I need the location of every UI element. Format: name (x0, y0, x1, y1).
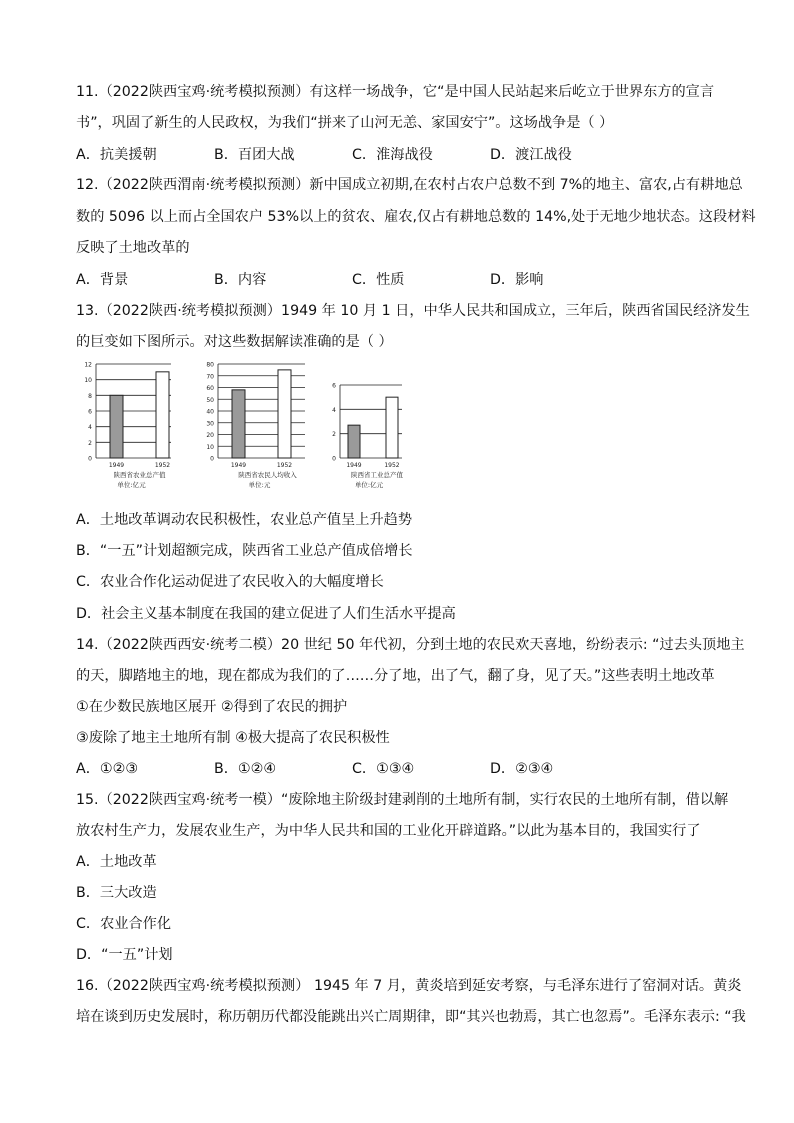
q13-option-d: D．社会主义基本制度在我国的建立促进了人们生活水平提高 (76, 606, 456, 622)
y-tick-label: 50 (206, 396, 214, 404)
chart-title: 陕西省农民人均收入 (238, 471, 297, 479)
q13-option-b: B．“一五”计划超额完成，陕西省工业总产值成倍增长 (76, 543, 413, 559)
q11-option-b: B．百团大战 (214, 147, 295, 163)
y-tick-label: 30 (206, 420, 214, 428)
bar-1952 (386, 397, 398, 458)
bar-1949 (232, 390, 245, 458)
q13-option-c: C．农业合作化运动促进了农民收入的大幅度增长 (76, 574, 384, 590)
y-tick-label: 8 (88, 392, 92, 400)
bar-1952 (278, 370, 291, 458)
y-tick-label: 4 (332, 406, 336, 414)
q14-stem-line1: 14.（2022陕西西安·统考二模）20 世纪 50 年代初，分到土地的农民欢天喜地，纷纷表示: “过去头顶地主 (76, 637, 745, 653)
q14-statements-3-4: ③废除了地主土地所有制 ④极大提高了农民积极性 (76, 730, 390, 746)
y-tick-label: 80 (206, 361, 214, 369)
q12-option-d: D．影响 (490, 272, 544, 288)
chart-title: 陕西省工业总产值 (351, 471, 403, 479)
q14-option-b: B．①②④ (214, 761, 277, 777)
chart-unit-label: 单位:亿元 (354, 481, 384, 489)
q11-stem-line2: 书”，巩固了新生的人民政权，为我们“拼来了山河无恙、家国安宁”。这场战争是（ ） (76, 115, 614, 131)
q13-stem-line2: 的巨变如下图所示。对这些数据解读准确的是（ ） (76, 334, 393, 350)
q15-stem-line2: 放农村生产力，发展农业生产，为中华人民共和国的工业化开辟道路。”以此为基本目的，我国实行了 (76, 823, 701, 839)
y-tick-label: 2 (332, 431, 336, 439)
q15-option-c: C．农业合作化 (76, 916, 172, 932)
y-tick-label: 10 (206, 443, 214, 451)
farmer-income-chart (198, 358, 318, 500)
x-tick-label: 1949 (230, 462, 247, 469)
y-tick-label: 4 (88, 424, 92, 432)
y-tick-label: 6 (88, 408, 92, 416)
x-tick-label: 1952 (384, 462, 400, 469)
x-tick-label: 1952 (276, 462, 293, 469)
q14-statements-1-2: ①在少数民族地区展开 ②得到了农民的拥护 (76, 699, 348, 715)
y-tick-label: 60 (206, 385, 214, 392)
q12-stem-line2: 数的 5096 以上而占全国农户 53%以上的贫农、雇农,仅占有耕地总数的 14%,处于无地少地状态。这段材料 (76, 209, 756, 225)
x-tick-label: 1952 (154, 462, 171, 469)
q16-stem-line1: 16.（2022陕西宝鸡·统考模拟预测） 1945 年 7 月，黄炎培到延安考察，与毛泽东进行了窑洞对话。黄炎 (76, 978, 742, 994)
q12-stem-line1: 12.（2022陕西渭南·统考模拟预测）新中国成立初期,在农村占农户总数不到 7%的地主、富农,占有耕地总 (76, 177, 743, 193)
bar-1949 (348, 425, 360, 458)
q14-option-c: C．①③④ (352, 761, 415, 777)
x-tick-label: 1949 (108, 462, 125, 469)
y-tick-label: 20 (206, 432, 214, 439)
q11-stem-line1: 11.（2022陕西宝鸡·统考模拟预测）有这样一场战争，它“是中国人民站起来后屹立于世界东方的宣言 (76, 84, 715, 100)
q12-option-a: A．背景 (76, 272, 129, 288)
q14-option-d: D．②③④ (490, 761, 554, 777)
q12-option-b: B．内容 (214, 272, 267, 288)
chart-unit-label: 单位:元 (248, 481, 271, 489)
y-tick-label: 0 (88, 455, 92, 463)
q11-option-a: A．抗美援朝 (76, 147, 157, 163)
q11-option-d: D．渡江战役 (490, 147, 572, 163)
farmer-income-chart-svg (198, 358, 318, 500)
chart-title: 陕西省农业总产值 (113, 471, 166, 479)
bar-1952 (156, 372, 169, 458)
industry-output-chart-svg (318, 358, 418, 500)
agri-output-chart-svg (76, 358, 196, 500)
q15-option-a: A．土地改革 (76, 854, 157, 870)
industry-output-chart (318, 358, 418, 500)
x-tick-label: 1949 (346, 462, 362, 469)
y-tick-label: 12 (84, 361, 92, 369)
y-tick-label: 0 (332, 455, 336, 463)
q15-option-d: D．“一五”计划 (76, 947, 173, 963)
y-tick-label: 70 (206, 373, 214, 381)
chart-unit-label: 单位:亿元 (117, 481, 146, 489)
y-tick-label: 40 (206, 408, 214, 416)
q12-option-c: C．性质 (352, 272, 405, 288)
y-tick-label: 2 (88, 439, 92, 447)
q13-stem-line1: 13.（2022陕西·统考模拟预测）1949 年 10 月 1 日，中华人民共和国成立，三年后，陕西省国民经济发生 (76, 303, 750, 319)
q14-stem-line2: 的天，脚踏地主的地，现在都成为我们的了……分了地，出了气，翻了身，见了天。”这些表明土地改革 (76, 668, 715, 684)
y-tick-label: 0 (210, 455, 214, 463)
agri-output-chart (76, 358, 196, 500)
y-tick-label: 10 (84, 377, 92, 385)
q12-stem-line3: 反映了土地改革的 (76, 240, 190, 256)
q15-option-b: B．三大改造 (76, 885, 157, 901)
q16-stem-line2: 培在谈到历史发展时，称历朝历代都没能跳出兴亡周期律，即“其兴也勃焉，其亡也忽焉”。毛泽东表示: “我 (76, 1009, 746, 1025)
q11-option-c: C．淮海战役 (352, 147, 433, 163)
bar-1949 (110, 395, 123, 458)
q13-option-a: A．土地改革调动农民积极性，农业总产值呈上升趋势 (76, 512, 413, 528)
q15-stem-line1: 15.（2022陕西宝鸡·统考一模）“废除地主阶级封建剥削的土地所有制，实行农民的土地所有制，借以解 (76, 792, 729, 808)
q14-option-a: A．①②③ (76, 761, 139, 777)
y-tick-label: 6 (332, 382, 336, 390)
